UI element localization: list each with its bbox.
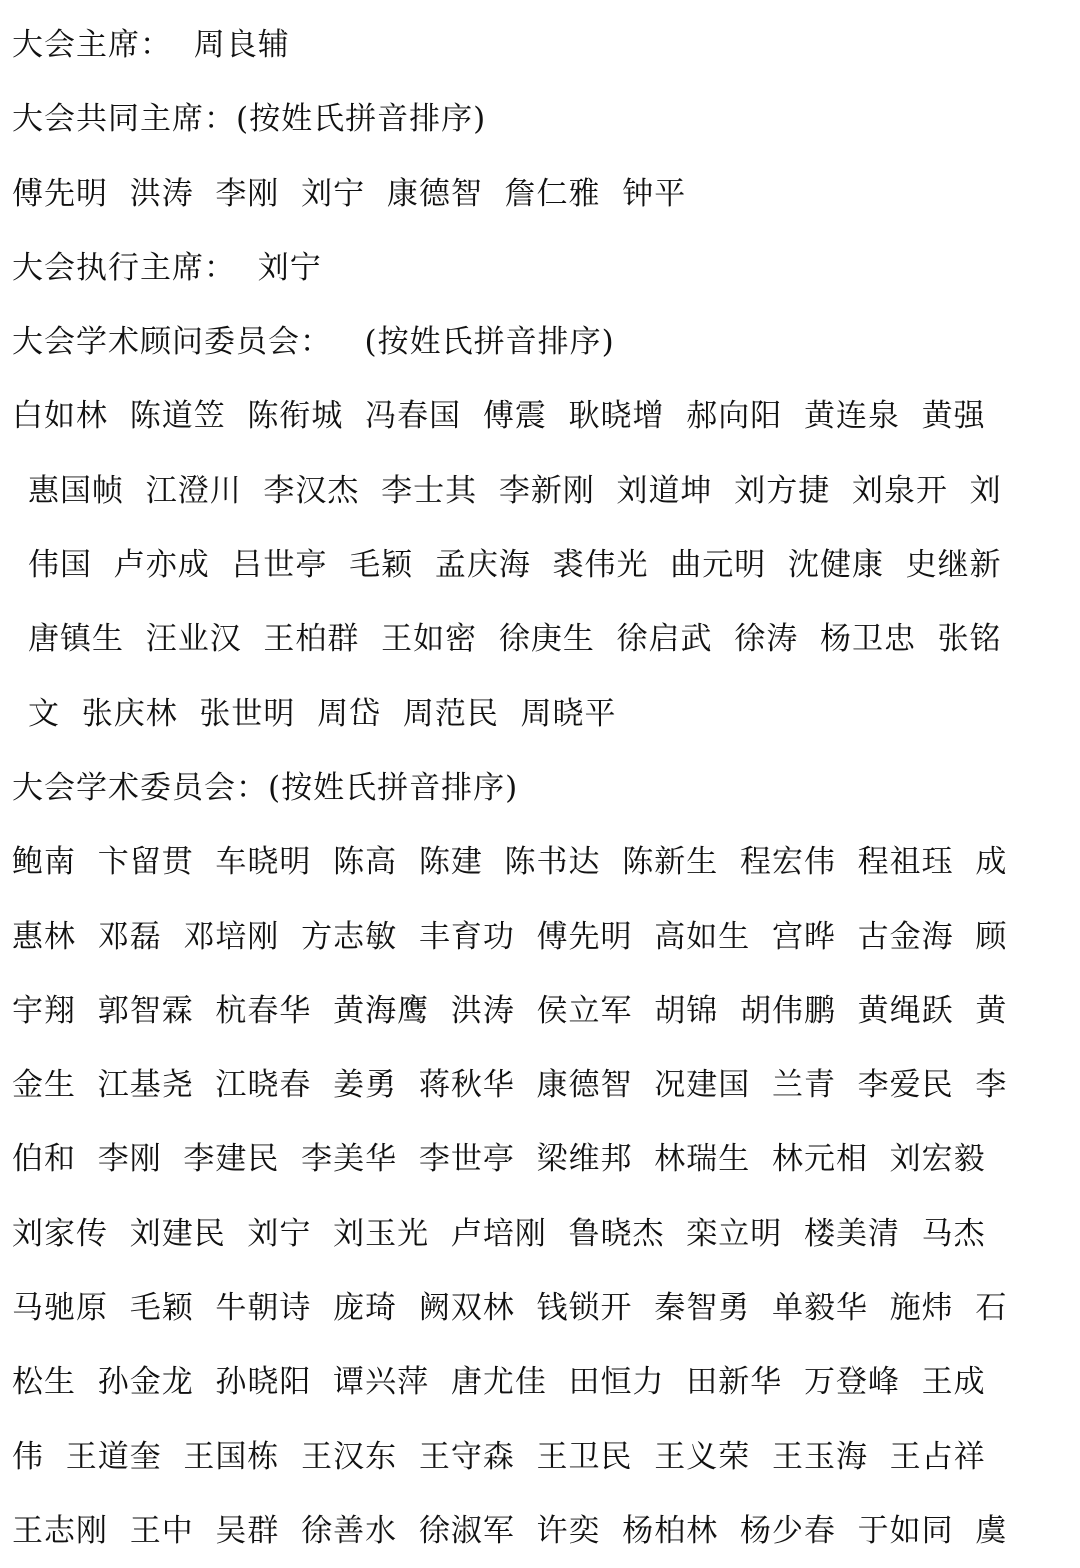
co-chairmen-heading: 大会共同主席：(按姓氏拼音排序) (12, 101, 487, 138)
academic-committee-heading: 大会学术委员会：(按姓氏拼音排序) (12, 769, 519, 806)
advisory-names-line: 唐镇生 汪业汉 王柏群 王如密 徐庚生 徐启武 徐涛 杨卫忠 张铭 (28, 621, 1002, 658)
academic-names-line: 鲍南 卞留贯 车晓明 陈高 陈建 陈书达 陈新生 程宏伟 程祖珏 成 (12, 844, 1008, 881)
advisory-committee-heading: 大会学术顾问委员会： (按姓氏拼音排序) (12, 324, 615, 361)
academic-names-line: 伟 王道奎 王国栋 王汉东 王守森 王卫民 王义荣 王玉海 王占祥 (12, 1438, 986, 1475)
advisory-names-line: 文 张庆林 张世明 周岱 周范民 周晓平 (28, 695, 617, 732)
executive-chairman-line: 大会执行主席： 刘宁 (12, 249, 322, 286)
advisory-names-line: 白如林 陈道笠 陈衔城 冯春国 傅震 耿晓增 郝向阳 黄连泉 黄强 (12, 398, 986, 435)
academic-names-line: 宇翔 郭智霖 杭春华 黄海鹰 洪涛 侯立军 胡锦 胡伟鹏 黄绳跃 黄 (12, 992, 1008, 1029)
chairman-line: 大会主席： 周良辅 (12, 27, 290, 63)
academic-names-line: 刘家传 刘建民 刘宁 刘玉光 卢培刚 鲁晓杰 栾立明 楼美清 马杰 (12, 1215, 986, 1252)
document-body (12, 8, 1012, 1568)
academic-names-line: 伯和 李刚 李建民 李美华 李世亭 梁维邦 林瑞生 林元相 刘宏毅 (12, 1141, 986, 1178)
academic-names-line: 马驰原 毛颖 牛朝诗 庞琦 阙双林 钱锁开 秦智勇 单毅华 施炜 石 (12, 1290, 1008, 1327)
advisory-names-line: 惠国帧 江澄川 李汉杰 李士其 李新刚 刘道坤 刘方捷 刘泉开 刘 (28, 472, 1002, 509)
academic-names-line: 惠林 邓磊 邓培刚 方志敏 丰育功 傅先明 高如生 宫晔 古金海 顾 (12, 918, 1008, 955)
advisory-names-line: 伟国 卢亦成 吕世亭 毛颖 孟庆海 裘伟光 曲元明 沈健康 史继新 (28, 547, 1002, 584)
academic-names-line: 王志刚 王中 吴群 徐善水 徐淑军 许奕 杨柏林 杨少春 于如同 虞 (12, 1512, 1008, 1549)
academic-names-line: 金生 江基尧 江晓春 姜勇 蒋秋华 康德智 况建国 兰青 李爱民 李 (12, 1067, 1008, 1104)
academic-names-line: 松生 孙金龙 孙晓阳 谭兴萍 唐尤佳 田恒力 田新华 万登峰 王成 (12, 1364, 986, 1401)
co-chairmen-names: 傅先明 洪涛 李刚 刘宁 康德智 詹仁雅 钟平 (12, 175, 687, 212)
